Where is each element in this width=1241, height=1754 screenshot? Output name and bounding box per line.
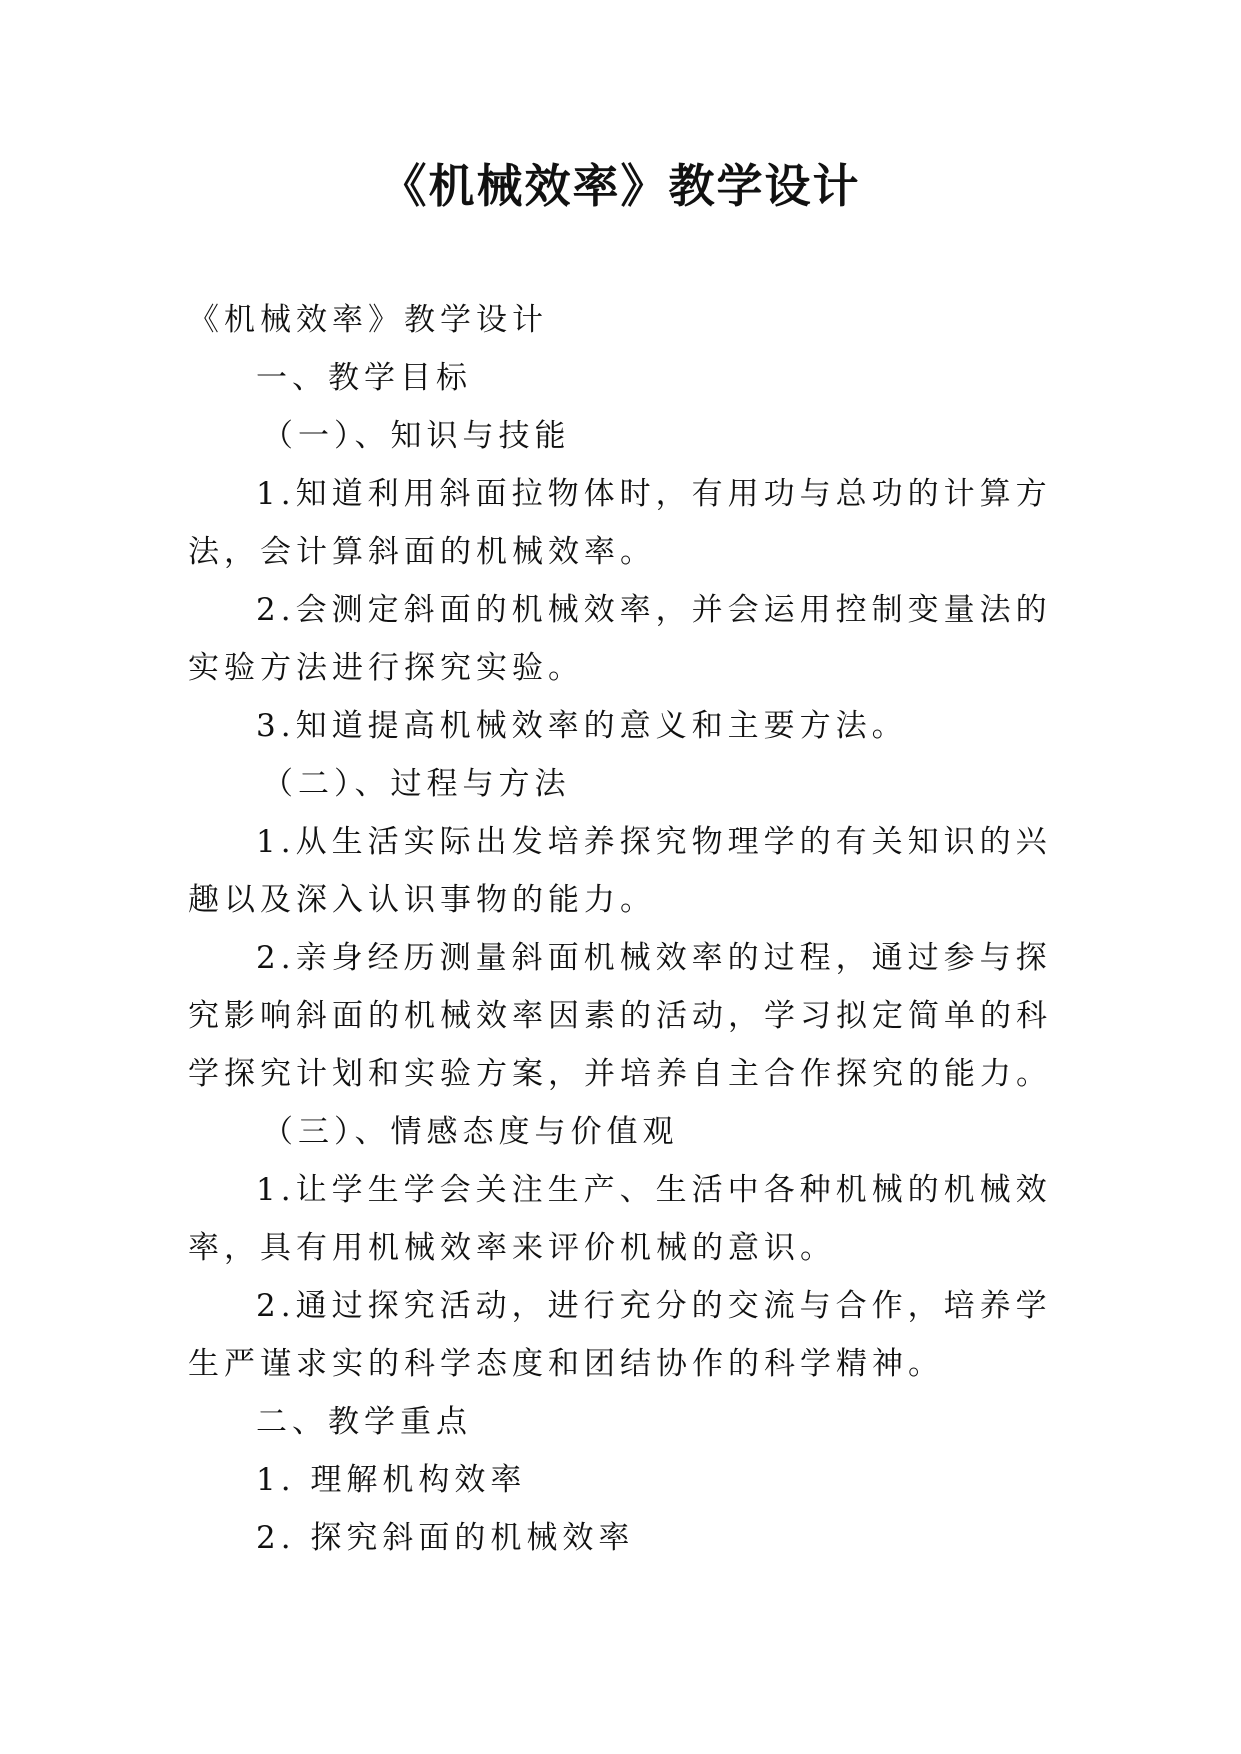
paragraph-process-1: 1.从生活实际出发培养探究物理学的有关知识的兴趣以及深入认识事物的能力。 [188,824,1052,918]
paragraph-focus-1: 1. 理解机构效率 [256,1462,527,1498]
subsection-heading-process-methods: （二）、过程与方法 [262,766,571,802]
document-body [188,291,1054,1567]
paragraph-knowledge-3: 3.知道提高机械效率的意义和主要方法。 [256,708,908,744]
subsection-heading-attitude-values: （三）、情感态度与价值观 [262,1114,679,1150]
paragraph-focus-2: 2. 探究斜面的机械效率 [256,1520,635,1556]
paragraph-attitude-2: 2.通过探究活动，进行充分的交流与合作，培养学生严谨求实的科学态度和团结协作的科学精神。 [188,1288,1052,1382]
paragraph-knowledge-2: 2.会测定斜面的机械效率，并会运用控制变量法的实验方法进行探究实验。 [188,592,1052,686]
paragraph-process-2: 2.亲身经历测量斜面机械效率的过程，通过参与探究影响斜面的机械效率因素的活动，学习拟定简单的科学探究计划和实验方案，并培养自主合作探究的能力。 [188,940,1052,1092]
paragraph-knowledge-1: 1.知道利用斜面拉物体时，有用功与总功的计算方法，会计算斜面的机械效率。 [188,476,1052,570]
document-title: 《机械效率》教学设计 [380,159,861,213]
subsection-heading-knowledge-skills: （一）、知识与技能 [262,418,571,454]
paragraph-attitude-1: 1.让学生学会关注生产、生活中各种机械的机械效率，具有用机械效率来评价机械的意识。 [188,1172,1052,1266]
body-heading: 《机械效率》教学设计 [188,302,548,338]
section-heading-teaching-goals: 一、教学目标 [256,360,472,396]
section-heading-teaching-focus: 二、教学重点 [256,1404,472,1440]
